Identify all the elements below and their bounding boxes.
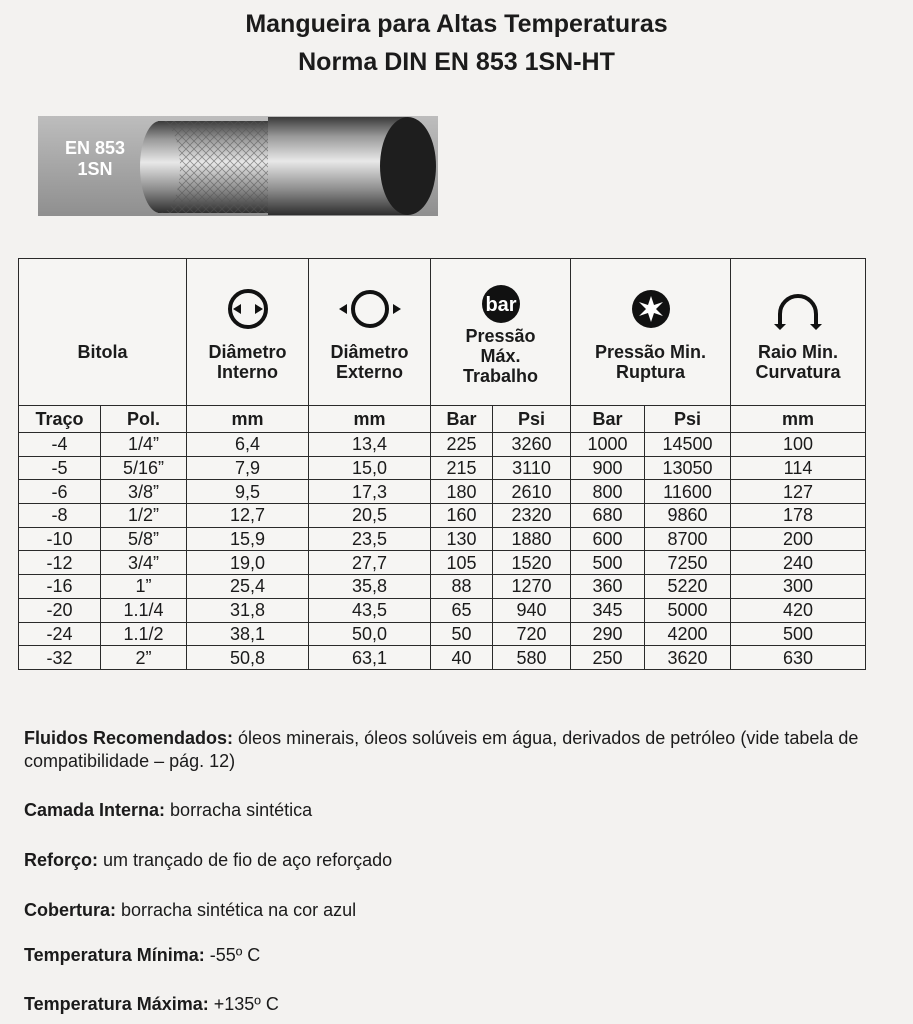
cell-pol: 3/8”	[101, 480, 187, 504]
tmin-value: -55º C	[204, 945, 261, 965]
cell-raio: 200	[731, 527, 866, 551]
cell-pressao-max-bar: 50	[431, 622, 493, 646]
cell-pressao-min-psi: 5000	[645, 598, 731, 622]
cell-pressao-max-bar: 160	[431, 503, 493, 527]
cell-raio: 500	[731, 622, 866, 646]
cell-pressao-min-bar: 250	[571, 646, 645, 670]
cell-traco: -4	[19, 432, 101, 456]
cell-pressao-min-bar: 800	[571, 480, 645, 504]
cell-pressao-min-bar: 500	[571, 551, 645, 575]
cell-raio: 420	[731, 598, 866, 622]
spec-temp-min	[24, 944, 884, 967]
cell-pressao-max-bar: 225	[431, 432, 493, 456]
cell-traco: -20	[19, 598, 101, 622]
cell-pressao-min-psi: 8700	[645, 527, 731, 551]
spec-reforco	[24, 849, 884, 872]
cell-pressao-min-bar: 290	[571, 622, 645, 646]
cell-pol: 1/4”	[101, 432, 187, 456]
cell-pressao-max-psi: 2320	[493, 503, 571, 527]
cell-diam-int: 15,9	[187, 527, 309, 551]
cell-pol: 1/2”	[101, 503, 187, 527]
cell-pressao-min-psi: 4200	[645, 622, 731, 646]
cell-pressao-min-psi: 7250	[645, 551, 731, 575]
page-title: Mangueira para Altas Temperaturas	[245, 10, 668, 38]
header-raio-label: Raio Min. Curvatura	[755, 341, 841, 382]
cell-pressao-min-bar: 680	[571, 503, 645, 527]
hose-label-line1: EN 853	[64, 138, 126, 158]
header-pressao-min	[571, 259, 731, 406]
header-diam-int	[187, 259, 309, 406]
cell-pressao-max-psi: 1520	[493, 551, 571, 575]
cell-pressao-max-psi: 3260	[493, 432, 571, 456]
cell-traco: -16	[19, 575, 101, 599]
cell-pressao-max-bar: 215	[431, 456, 493, 480]
cell-traco: -24	[19, 622, 101, 646]
cell-diam-int: 50,8	[187, 646, 309, 670]
fluidos-value: óleos minerais, óleos solúveis em água, derivados de petróleo (vide tabela de compatibilidade – pág. 12)	[24, 728, 859, 771]
cell-pressao-max-psi: 1880	[493, 527, 571, 551]
table-row	[19, 622, 866, 646]
cell-pressao-max-bar: 40	[431, 646, 493, 670]
header-diam-ext-label: Diâmetro Externo	[330, 341, 409, 382]
cobertura-label: Cobertura:	[24, 900, 117, 920]
header-diam-ext	[309, 259, 431, 406]
unit-pol: Pol.	[101, 405, 187, 432]
cell-diam-ext: 13,4	[309, 432, 431, 456]
cell-pressao-max-psi: 580	[493, 646, 571, 670]
cell-diam-ext: 43,5	[309, 598, 431, 622]
cell-pressao-max-psi: 2610	[493, 480, 571, 504]
cell-traco: -6	[19, 480, 101, 504]
table-row	[19, 598, 866, 622]
working-pressure-icon-text: bar	[484, 293, 517, 316]
cell-pressao-min-bar: 900	[571, 456, 645, 480]
cell-pol: 1.1/2	[101, 622, 187, 646]
cell-pol: 2”	[101, 646, 187, 670]
cell-pressao-min-psi: 9860	[645, 503, 731, 527]
unit-psi-min: Psi	[645, 405, 731, 432]
cell-pressao-max-bar: 105	[431, 551, 493, 575]
hose-label-line2: 1SN	[77, 159, 113, 179]
cell-pressao-min-psi: 3620	[645, 646, 731, 670]
tmin-label: Temperatura Mínima:	[24, 945, 205, 965]
cell-diam-ext: 27,7	[309, 551, 431, 575]
cell-pressao-min-psi: 11600	[645, 480, 731, 504]
cell-pressao-min-psi: 13050	[645, 456, 731, 480]
spec-camada	[24, 799, 884, 822]
table-row	[19, 503, 866, 527]
cell-raio: 630	[731, 646, 866, 670]
cell-pressao-max-bar: 65	[431, 598, 493, 622]
table-row	[19, 575, 866, 599]
cell-diam-ext: 50,0	[309, 622, 431, 646]
cell-pressao-min-bar: 600	[571, 527, 645, 551]
camada-value: borracha sintética	[165, 800, 313, 820]
cell-pressao-max-bar: 88	[431, 575, 493, 599]
camada-label: Camada Interna:	[24, 800, 166, 820]
cell-diam-ext: 23,5	[309, 527, 431, 551]
table-row	[19, 456, 866, 480]
hose-label	[40, 138, 150, 180]
cell-diam-int: 25,4	[187, 575, 309, 599]
cell-pol: 5/8”	[101, 527, 187, 551]
cell-diam-ext: 63,1	[309, 646, 431, 670]
bend-radius-icon	[770, 288, 826, 330]
cell-pol: 1”	[101, 575, 187, 599]
reforco-label: Reforço:	[24, 850, 99, 870]
cell-raio: 240	[731, 551, 866, 575]
table-body	[19, 432, 866, 669]
spec-temp-max	[24, 993, 884, 1016]
cell-pressao-max-bar: 180	[431, 480, 493, 504]
cell-pol: 3/4”	[101, 551, 187, 575]
cell-pol: 5/16”	[101, 456, 187, 480]
cell-traco: -10	[19, 527, 101, 551]
cell-diam-ext: 17,3	[309, 480, 431, 504]
header-diam-int-label: Diâmetro Interno	[208, 341, 287, 382]
unit-mm-ext: mm	[309, 405, 431, 432]
header-pressao-min-label: Pressão Min. Ruptura	[595, 341, 707, 382]
cell-pressao-max-psi: 720	[493, 622, 571, 646]
cell-pressao-min-bar: 1000	[571, 432, 645, 456]
unit-mm-int: mm	[187, 405, 309, 432]
cell-traco: -5	[19, 456, 101, 480]
unit-psi-max: Psi	[493, 405, 571, 432]
cell-diam-int: 7,9	[187, 456, 309, 480]
cell-raio: 114	[731, 456, 866, 480]
cell-pressao-max-psi: 1270	[493, 575, 571, 599]
cell-raio: 300	[731, 575, 866, 599]
page-subtitle: Norma DIN EN 853 1SN-HT	[298, 48, 615, 76]
spec-cobertura	[24, 899, 884, 922]
header-bitola-label: Bitola	[77, 341, 128, 362]
cell-diam-int: 38,1	[187, 622, 309, 646]
cell-diam-ext: 20,5	[309, 503, 431, 527]
table-row	[19, 646, 866, 670]
cell-raio: 100	[731, 432, 866, 456]
table-row	[19, 432, 866, 456]
cell-diam-int: 9,5	[187, 480, 309, 504]
header-bitola	[19, 259, 187, 406]
outer-diameter-icon	[337, 288, 403, 330]
unit-traco: Traço	[19, 405, 101, 432]
cell-diam-ext: 15,0	[309, 456, 431, 480]
burst-pressure-icon	[629, 288, 673, 330]
cell-pressao-min-bar: 345	[571, 598, 645, 622]
cell-pressao-min-psi: 14500	[645, 432, 731, 456]
cell-diam-int: 6,4	[187, 432, 309, 456]
reforco-value: um trançado de fio de aço reforçado	[98, 850, 393, 870]
cell-traco: -12	[19, 551, 101, 575]
header-pressao-max-label: Pressão Máx. Trabalho	[463, 325, 539, 386]
cell-diam-int: 12,7	[187, 503, 309, 527]
header-raio	[731, 259, 866, 406]
cell-pressao-max-psi: 940	[493, 598, 571, 622]
cell-pressao-max-psi: 3110	[493, 456, 571, 480]
cell-raio: 127	[731, 480, 866, 504]
cell-traco: -8	[19, 503, 101, 527]
working-pressure-icon	[476, 284, 526, 324]
unit-bar-min: Bar	[571, 405, 645, 432]
cell-diam-int: 31,8	[187, 598, 309, 622]
fluidos-label: Fluidos Recomendados:	[24, 728, 234, 748]
cell-diam-int: 19,0	[187, 551, 309, 575]
cobertura-value: borracha sintética na cor azul	[116, 900, 357, 920]
cell-diam-ext: 35,8	[309, 575, 431, 599]
header-pressao-max	[431, 259, 571, 406]
unit-bar-max: Bar	[431, 405, 493, 432]
table-row	[19, 527, 866, 551]
cell-pressao-min-bar: 360	[571, 575, 645, 599]
unit-mm-raio: mm	[731, 405, 866, 432]
cell-raio: 178	[731, 503, 866, 527]
cell-pressao-max-bar: 130	[431, 527, 493, 551]
cell-pol: 1.1/4	[101, 598, 187, 622]
tmax-label: Temperatura Máxima:	[24, 994, 209, 1014]
spec-fluidos	[24, 727, 884, 773]
cell-traco: -32	[19, 646, 101, 670]
table-row	[19, 551, 866, 575]
tmax-value: +135º C	[208, 994, 279, 1014]
inner-diameter-icon	[225, 288, 271, 330]
cell-pressao-min-psi: 5220	[645, 575, 731, 599]
table-row	[19, 480, 866, 504]
spec-table	[18, 258, 866, 670]
